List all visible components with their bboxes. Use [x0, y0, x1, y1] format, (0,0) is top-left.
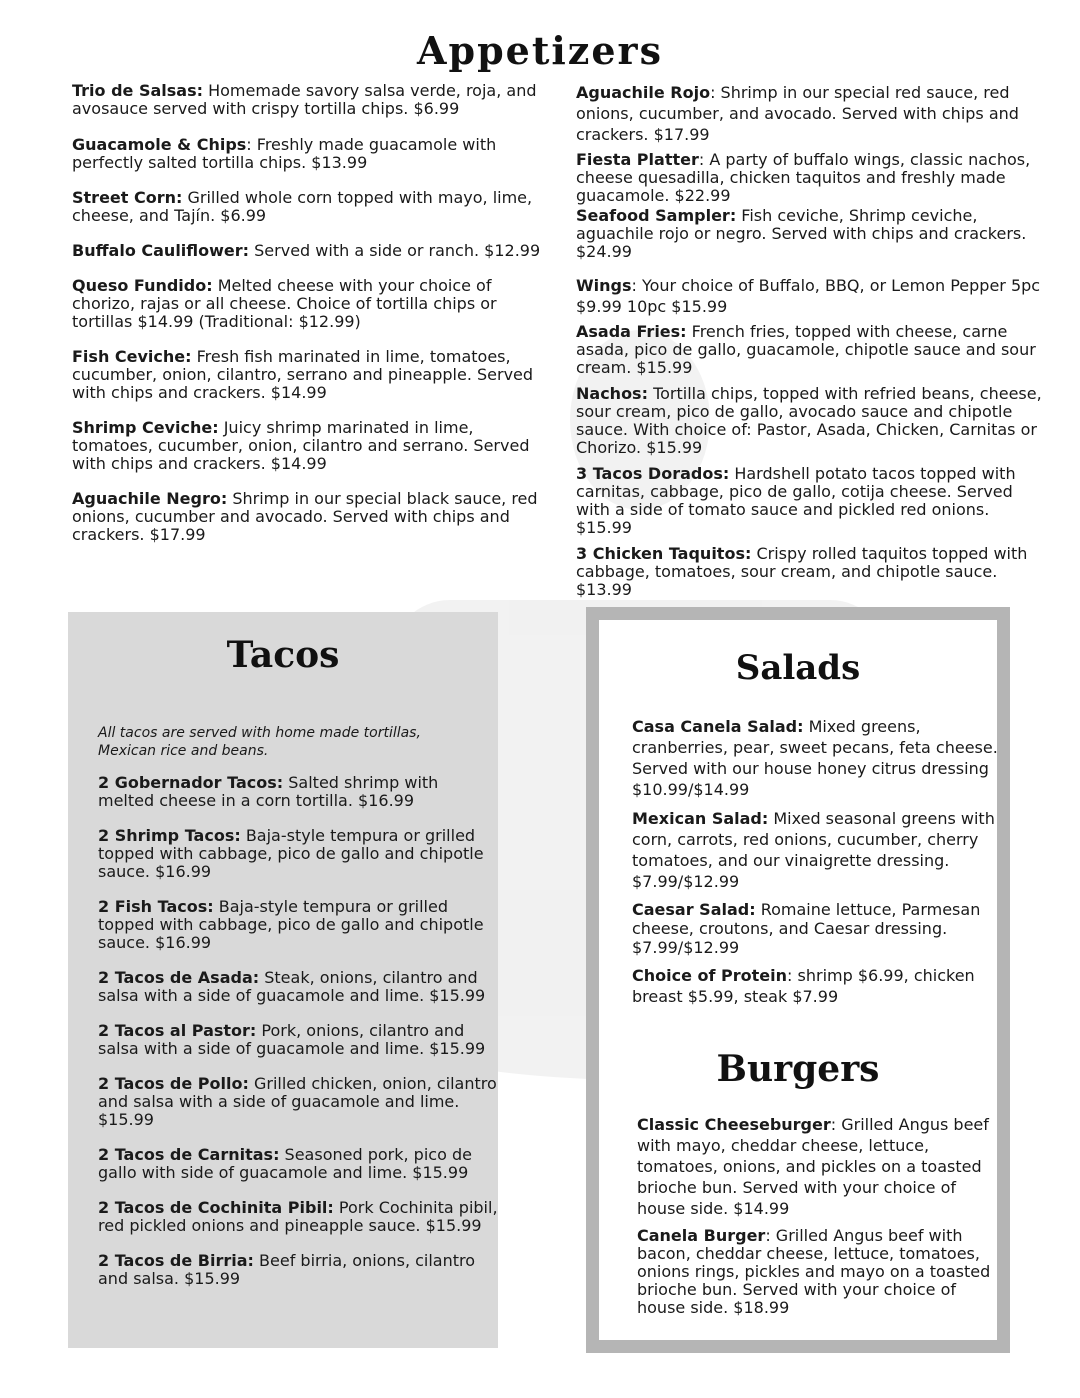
burgers-list: [637, 1114, 992, 1317]
item-desc: Beef birria, onions, cilantro and salsa. $15.99: [98, 1251, 476, 1288]
item-name: Fish Ceviche:: [72, 347, 192, 366]
item-name: Mexican Salad:: [632, 809, 769, 828]
menu-item: [98, 1199, 498, 1235]
salads-list: [632, 716, 1000, 1007]
salads-burgers-panel: [586, 607, 1010, 1353]
item-name: 2 Shrimp Tacos:: [98, 826, 241, 845]
item-name: Shrimp Ceviche:: [72, 418, 219, 437]
menu-item: [632, 900, 1000, 957]
menu-item: [98, 898, 498, 952]
item-name: Classic Cheeseburger: [637, 1115, 831, 1134]
item-name: 2 Gobernador Tacos:: [98, 773, 284, 792]
salads-title: Salads: [735, 648, 861, 688]
item-name: Fiesta Platter: [576, 150, 699, 169]
item-name: Aguachile Rojo: [576, 83, 711, 102]
item-name: Caesar Salad:: [632, 900, 756, 919]
tacos-note: All tacos are served with home made tortillas, Mexican rice and beans.: [98, 725, 421, 759]
menu-item: [72, 189, 542, 225]
tacos-title: Tacos: [226, 634, 340, 676]
menu-item: [72, 277, 542, 331]
menu-item: [72, 348, 542, 402]
item-name: 3 Chicken Taquitos:: [576, 544, 752, 563]
item-name: Street Corn:: [72, 188, 183, 207]
menu-item: [576, 545, 1046, 599]
item-desc: Tortilla chips, topped with refried beans, cheese, sour cream, pico de gallo, avocado sauce and chipotle sauce. With choice of: Pastor, Asada, Chicken, Carnitas or Chorizo. $15.99: [576, 384, 1042, 457]
item-desc: Served with a side or ranch. $12.99: [249, 241, 541, 260]
menu-item: [98, 969, 498, 1005]
item-desc: Juicy shrimp marinated in lime, tomatoes, cucumber, onion, cilantro and serrano. Served with chips and crackers. $14.99: [72, 418, 530, 473]
item-name: Guacamole & Chips: [72, 135, 247, 154]
item-name: Aguachile Negro:: [72, 489, 228, 508]
item-desc: : shrimp $6.99, chicken breast $5.99, steak $7.99: [632, 966, 975, 1006]
item-desc: Grilled chicken, onion, cilantro and salsa with a side of guacamole and lime. $15.99: [98, 1074, 497, 1129]
item-desc: Steak, onions, cilantro and salsa with a side of guacamole and lime. $15.99: [98, 968, 486, 1005]
item-desc: Baja-style tempura or grilled topped with cabbage, pico de gallo and chipotle sauce. $16.99: [98, 897, 484, 952]
menu-item: [637, 1227, 992, 1317]
appetizers-right-column: [576, 82, 1046, 599]
menu-item: [98, 1022, 498, 1058]
burgers-title: Burgers: [716, 1048, 880, 1090]
item-name: 2 Tacos de Cochinita Pibil:: [98, 1198, 334, 1217]
appetizers-title: Appetizers: [417, 28, 663, 73]
item-name: Seafood Sampler:: [576, 206, 737, 225]
menu-item: [98, 1146, 498, 1182]
menu-item: [576, 465, 1046, 537]
item-name: 3 Tacos Dorados:: [576, 464, 730, 483]
menu-item: [98, 774, 498, 810]
menu-item: [72, 82, 542, 118]
item-name: 2 Tacos de Pollo:: [98, 1074, 249, 1093]
menu-item: [576, 323, 1046, 377]
item-desc: Hardshell potato tacos topped with carnitas, cabbage, pico de gallo, cotija cheese. Served with a side of tomato sauce and pickled red onions. $15.99: [576, 464, 1016, 537]
item-name: 2 Tacos de Carnitas:: [98, 1145, 280, 1164]
item-desc: Seasoned pork, pico de gallo with side of guacamole and lime. $15.99: [98, 1145, 472, 1182]
item-desc: Crispy rolled taquitos topped with cabbage, tomatoes, sour cream, and chipotle sauce. $13.99: [576, 544, 1028, 599]
menu-item: [576, 82, 1046, 145]
item-name: Queso Fundido:: [72, 276, 213, 295]
menu-item: [72, 419, 542, 473]
item-name: 2 Fish Tacos:: [98, 897, 214, 916]
item-desc: Melted cheese with your choice of chorizo, rajas or all cheese. Choice of tortilla chips or tortillas $14.99 (Traditional: $12.99): [72, 276, 497, 331]
item-desc: Grilled whole corn topped with mayo, lime, cheese, and Tajín. $6.99: [72, 188, 533, 225]
item-desc: : Grilled Angus beef with bacon, cheddar cheese, lettuce, tomatoes, onions rings, pickles and mayo on a toasted brioche bun. Served with your choice of house side. $18.99: [637, 1226, 991, 1317]
menu-item: [632, 965, 1000, 1007]
item-name: Trio de Salsas:: [72, 81, 204, 100]
item-desc: : Freshly made guacamole with perfectly salted tortilla chips. $13.99: [72, 135, 497, 172]
appetizers-left-column: [72, 82, 542, 544]
item-desc: Pork Cochinita pibil, red pickled onions and pineapple sauce. $15.99: [98, 1198, 498, 1235]
menu-item: [632, 716, 1000, 800]
item-desc: Salted shrimp with melted cheese in a corn tortilla. $16.99: [98, 773, 439, 810]
menu-item: [98, 1252, 498, 1288]
menu-item: [637, 1114, 992, 1219]
item-desc: Pork, onions, cilantro and salsa with a side of guacamole and lime. $15.99: [98, 1021, 486, 1058]
item-name: 2 Tacos al Pastor:: [98, 1021, 257, 1040]
item-name: Choice of Protein: [632, 966, 788, 985]
menu-item: [72, 490, 542, 544]
item-desc: Fresh fish marinated in lime, tomatoes, cucumber, onion, cilantro, serrano and pineapple. Served with chips and crackers. $14.99: [72, 347, 534, 402]
item-desc: Mixed seasonal greens with corn, carrots, red onions, cucumber, cherry tomatoes, and our vinaigrette dressing. $7.99/$12.99: [632, 809, 995, 891]
menu-item: [632, 808, 1000, 892]
salads-burgers-inner: [599, 620, 997, 1340]
tacos-panel: [68, 612, 498, 1348]
item-desc: : Grilled Angus beef with mayo, cheddar cheese, lettuce, tomatoes, onions, and pickles on a toasted brioche bun. Served with your choice of house side. $14.99: [637, 1115, 989, 1218]
item-name: Wings: [576, 276, 632, 295]
menu-item: [72, 136, 542, 172]
item-name: Buffalo Cauliflower:: [72, 241, 250, 260]
item-name: Asada Fries:: [576, 322, 687, 341]
item-desc: : Your choice of Buffalo, BBQ, or Lemon Pepper 5pc $9.99 10pc $15.99: [576, 276, 1041, 316]
item-name: Casa Canela Salad:: [632, 717, 804, 736]
menu-item: [576, 275, 1046, 317]
menu-item: [576, 207, 1046, 261]
item-name: Canela Burger: [637, 1226, 766, 1245]
item-desc: : A party of buffalo wings, classic nachos, cheese quesadilla, chicken taquitos and freshly made guacamole. $22.99: [576, 150, 1031, 205]
item-name: 2 Tacos de Birria:: [98, 1251, 254, 1270]
item-desc: French fries, topped with cheese, carne asada, pico de gallo, guacamole, chipotle sauce and sour cream. $15.99: [576, 322, 1036, 377]
menu-item: [98, 827, 498, 881]
item-desc: Fish ceviche, Shrimp ceviche, aguachile rojo or negro. Served with chips and crackers. $24.99: [576, 206, 1027, 261]
item-desc: : Shrimp in our special red sauce, red onions, cucumber, and avocado. Served with chips and crackers. $17.99: [576, 83, 1019, 144]
item-name: Nachos:: [576, 384, 648, 403]
menu-item: [72, 242, 542, 260]
item-desc: Homemade savory salsa verde, roja, and avosauce served with crispy tortilla chips. $6.99: [72, 81, 537, 118]
tacos-list: [98, 774, 498, 1288]
item-desc: Shrimp in our special black sauce, red onions, cucumber and avocado. Served with chips and crackers. $17.99: [72, 489, 538, 544]
item-desc: Baja-style tempura or grilled topped with cabbage, pico de gallo and chipotle sauce. $16.99: [98, 826, 484, 881]
menu-item: [98, 1075, 498, 1129]
menu-item: [576, 385, 1046, 457]
item-desc: Mixed greens, cranberries, pear, sweet pecans, feta cheese. Served with our house honey citrus dressing $10.99/$14.99: [632, 717, 998, 799]
item-name: 2 Tacos de Asada:: [98, 968, 260, 987]
item-desc: Romaine lettuce, Parmesan cheese, croutons, and Caesar dressing. $7.99/$12.99: [632, 900, 981, 957]
menu-item: [576, 151, 1046, 205]
